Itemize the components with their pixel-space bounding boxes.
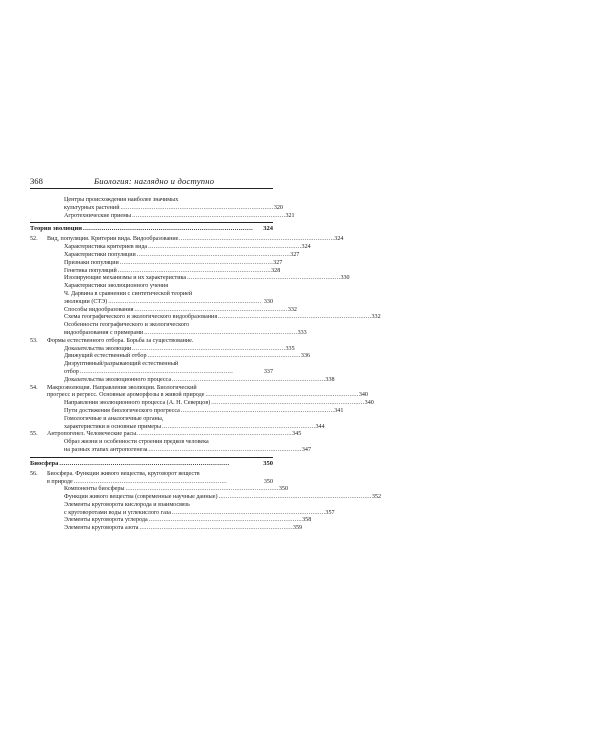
toc-subentry — [30, 259, 283, 268]
dot-leader — [120, 260, 272, 268]
toc-page-number: 359 — [292, 525, 303, 532]
toc-page-number: 336 — [300, 353, 311, 360]
dot-leader — [140, 525, 292, 533]
toc-page-number: 335 — [285, 345, 295, 352]
toc-entry-text — [47, 439, 311, 455]
toc-entry-text — [47, 338, 273, 346]
toc-subentry — [30, 275, 350, 283]
toc-entry-title-line: Центры происхождения наиболее значимых — [64, 197, 179, 203]
toc-page-number: 347 — [301, 446, 311, 453]
toc-page-number: 352 — [371, 494, 381, 501]
toc-subentry — [30, 525, 303, 533]
dot-leader — [162, 424, 314, 432]
toc-entry-title-line: Биосфера — [30, 459, 59, 467]
toc-subentry — [30, 407, 344, 416]
dot-leader — [149, 517, 301, 525]
toc-entry-title-line: Характеристики эволюционного учения — [64, 283, 168, 290]
toc-entry-number: 54. — [30, 384, 38, 391]
toc-entry-title-line: Изолирующие механизмы и их характеристика — [64, 275, 187, 282]
toc-page-number: 341 — [334, 407, 344, 414]
dot-leader — [139, 431, 291, 439]
toc-entry-text — [47, 501, 335, 518]
toc-entry-text — [47, 353, 311, 361]
toc-entry-text — [47, 259, 283, 268]
dot-leader — [132, 213, 284, 221]
toc-entry-text — [47, 486, 289, 494]
dot-leader — [144, 330, 296, 338]
toc-entry-title-line: с круговоротами воды и углекислого газа — [64, 509, 172, 516]
toc-subentry — [30, 283, 273, 306]
toc-entry-text — [47, 525, 303, 533]
toc-entry-title-line: Компоненты биосферы — [64, 486, 125, 493]
toc-page-number: 332 — [371, 314, 381, 321]
toc-entry-title-line: в природе — [47, 478, 73, 485]
toc-entry-text — [47, 400, 374, 408]
toc-subentry — [30, 517, 312, 525]
toc-entry-text — [47, 322, 307, 338]
toc-entry-text — [47, 384, 368, 401]
toc-page-number: 320 — [273, 204, 283, 211]
toc-entry-title-line: Доказательства эволюции — [64, 345, 132, 352]
toc-entry-title-line: Способы видообразования — [64, 306, 134, 313]
toc-entry-title-line: Ч. Дарвина в сравнении с синтетической теорией — [64, 290, 193, 297]
toc-entry-text — [30, 460, 273, 468]
toc-subentry — [30, 244, 311, 252]
toc-page-number: 350 — [278, 486, 289, 493]
toc-entry-title-line: на разных этапах антропогенеза — [64, 446, 148, 453]
toc-entry-title-line: Доказательства эволюционного процесса — [64, 376, 172, 383]
toc-entry-title-line: Признаки популяции — [64, 259, 119, 266]
toc-page-number: 345 — [292, 431, 302, 438]
book-page — [30, 176, 381, 533]
toc-entry-title-line: эволюции (СТЭ) — [64, 298, 108, 305]
toc-entry-number: 55. — [30, 431, 38, 438]
dot-leader — [218, 314, 370, 322]
toc-entry-title-line: Дизруптивный/разрывающий естественный — [64, 361, 179, 368]
toc-page-number: 338 — [325, 376, 335, 383]
toc-entry-text — [47, 471, 273, 487]
dot-leader — [205, 392, 357, 400]
toc-entry-title-line: Биосфера. Функции живого вещества, круговорот веществ — [47, 470, 200, 477]
toc-entry-text — [47, 244, 311, 252]
toc-entry-text — [47, 517, 312, 525]
toc-chapter-entry — [30, 338, 273, 346]
toc-entry-title-line: Вид, популяция. Критерии вида. Видообразование. — [47, 236, 180, 243]
dot-leader — [118, 268, 270, 276]
dot-leader — [218, 494, 370, 502]
dot-leader — [126, 486, 278, 494]
toc-entry-text — [47, 212, 295, 221]
toc-entry-title-line: Характеристика критериев вида — [64, 244, 148, 251]
toc-entry-text — [47, 197, 283, 213]
toc-entry-number: 56. — [30, 470, 38, 477]
toc-page-number: 324 — [263, 225, 273, 233]
toc-chapter-entry — [30, 471, 273, 487]
toc-chapter-entry — [30, 384, 368, 401]
toc-page-number: 332 — [287, 306, 297, 313]
toc-page-number: 324 — [301, 244, 311, 251]
dot-leader — [108, 299, 263, 307]
toc-subentry — [30, 361, 273, 377]
toc-page-number: 330 — [263, 298, 273, 305]
toc-entry-title-line: Направления эволюционного процесса (А. Н. Северцов) — [64, 400, 211, 407]
toc-entry-title-line: Антропогенез. Человеческие расы. — [47, 431, 138, 438]
toc-page-number: 337 — [263, 368, 273, 375]
toc-page-number: 321 — [285, 212, 295, 219]
toc-entry-title-line: Элементы круговорота кислорода и взаимосвязь — [64, 501, 190, 508]
toc-entry-title-line: Образ жизни и особенности строения предков человека — [64, 439, 209, 446]
dot-leader — [120, 205, 272, 213]
dot-leader — [148, 353, 300, 361]
toc-page-number: 333 — [297, 329, 307, 336]
toc-entry-number: 52. — [30, 236, 38, 243]
dot-leader — [211, 400, 363, 408]
toc-entry-text — [47, 236, 344, 244]
dot-leader — [181, 408, 333, 416]
toc-section-heading — [30, 222, 273, 233]
toc-entry-text — [47, 314, 381, 322]
toc-page-number: 327 — [273, 259, 283, 266]
running-header — [30, 176, 273, 189]
toc-entry-text — [47, 376, 335, 385]
dot-leader — [148, 447, 300, 455]
toc-entry-title-line: Особенности географического и экологического — [64, 322, 190, 329]
toc-subentry — [30, 486, 289, 494]
running-title: Биология: наглядно и доступно — [94, 176, 215, 186]
toc-page-number: 330 — [340, 275, 350, 282]
toc-entry-title-line: прогресс и регресс. Основные ароморфозы в живой природе — [47, 392, 205, 399]
toc-chapter-entry — [30, 236, 344, 244]
toc-entry-text — [47, 251, 300, 260]
toc-subentry — [30, 267, 281, 276]
toc-entry-title-line: Функции живого вещества (современные научные данные) — [64, 494, 218, 501]
toc-subentry — [30, 197, 283, 213]
toc-entry-title-line: Схема географического и экологического видообразования — [64, 314, 218, 321]
dot-leader — [137, 252, 289, 260]
toc-subentry — [30, 400, 374, 408]
toc-subentry — [30, 501, 335, 518]
toc-entry-text — [47, 275, 350, 283]
toc-entry-text — [47, 267, 281, 276]
toc-entry-text — [47, 361, 273, 377]
toc-page-number: 340 — [358, 392, 368, 399]
toc-entry-title-line: культурных растений — [64, 204, 120, 211]
toc-entry-title-line: Макроэволюция. Направления эволюции. Биологический — [47, 384, 197, 391]
table-of-contents — [30, 197, 381, 533]
toc-page-number: 340 — [364, 400, 374, 407]
toc-entry-title-line: Гомологичные и аналогичные органы, — [64, 415, 164, 422]
toc-entry-title-line: Элементы круговорота азота — [64, 525, 139, 532]
toc-entry-text — [47, 283, 273, 306]
toc-subentry — [30, 353, 311, 361]
toc-entry-title-line: отбор — [64, 368, 79, 375]
toc-entry-title-line: Движущий естественный отбор — [64, 353, 147, 360]
toc-entry-text — [47, 415, 325, 432]
toc-entry-title-line: Агротехнические приемы — [64, 212, 132, 219]
dot-leader — [132, 346, 284, 354]
toc-entry-title-line: характеристики и основные примеры — [64, 423, 162, 430]
toc-page-number: 327 — [290, 251, 300, 258]
toc-entry-number: 53. — [30, 337, 38, 344]
dot-leader — [172, 377, 324, 385]
toc-page-number: 350 — [263, 478, 273, 485]
toc-entry-title-line: Теория эволюции — [30, 225, 83, 233]
dot-leader — [148, 244, 300, 252]
toc-entry-text — [47, 407, 344, 416]
dot-leader — [181, 236, 333, 244]
toc-subentry — [30, 415, 325, 432]
toc-entry-title-line: Характеристики популяции — [64, 251, 136, 258]
toc-entry-title-line: Элементы круговорота углерода — [64, 517, 148, 524]
toc-subentry — [30, 439, 311, 455]
dot-leader — [80, 369, 263, 377]
toc-page-number: 328 — [271, 267, 281, 274]
dot-leader — [59, 460, 262, 468]
toc-subentry — [30, 322, 307, 338]
toc-section-heading — [30, 457, 273, 468]
toc-subentry — [30, 314, 381, 322]
toc-entry-title-line: видообразования с примерами — [64, 329, 144, 336]
toc-page-number: 324 — [334, 236, 344, 243]
toc-entry-title-line: Генетика популяций — [64, 267, 117, 274]
toc-entry-title-line: Формы естественного отбора. Борьба за существование. — [47, 337, 194, 344]
toc-entry-title-line: Пути достижения биологического прогресса — [64, 407, 180, 414]
toc-subentry — [30, 376, 335, 385]
toc-entry-text — [47, 431, 302, 439]
toc-subentry — [30, 212, 295, 221]
toc-page-number: 350 — [263, 459, 273, 467]
dot-leader — [172, 510, 324, 518]
toc-subentry — [30, 494, 381, 502]
dot-leader — [83, 225, 262, 233]
toc-page-number: 358 — [302, 517, 312, 524]
toc-entry-text — [30, 225, 273, 233]
page-number: 368 — [30, 176, 43, 186]
toc-page-number: 344 — [315, 423, 325, 430]
toc-chapter-entry — [30, 431, 302, 439]
dot-leader — [187, 275, 339, 283]
toc-entry-text — [47, 494, 381, 502]
toc-subentry — [30, 251, 300, 260]
toc-page-number: 357 — [325, 509, 335, 516]
